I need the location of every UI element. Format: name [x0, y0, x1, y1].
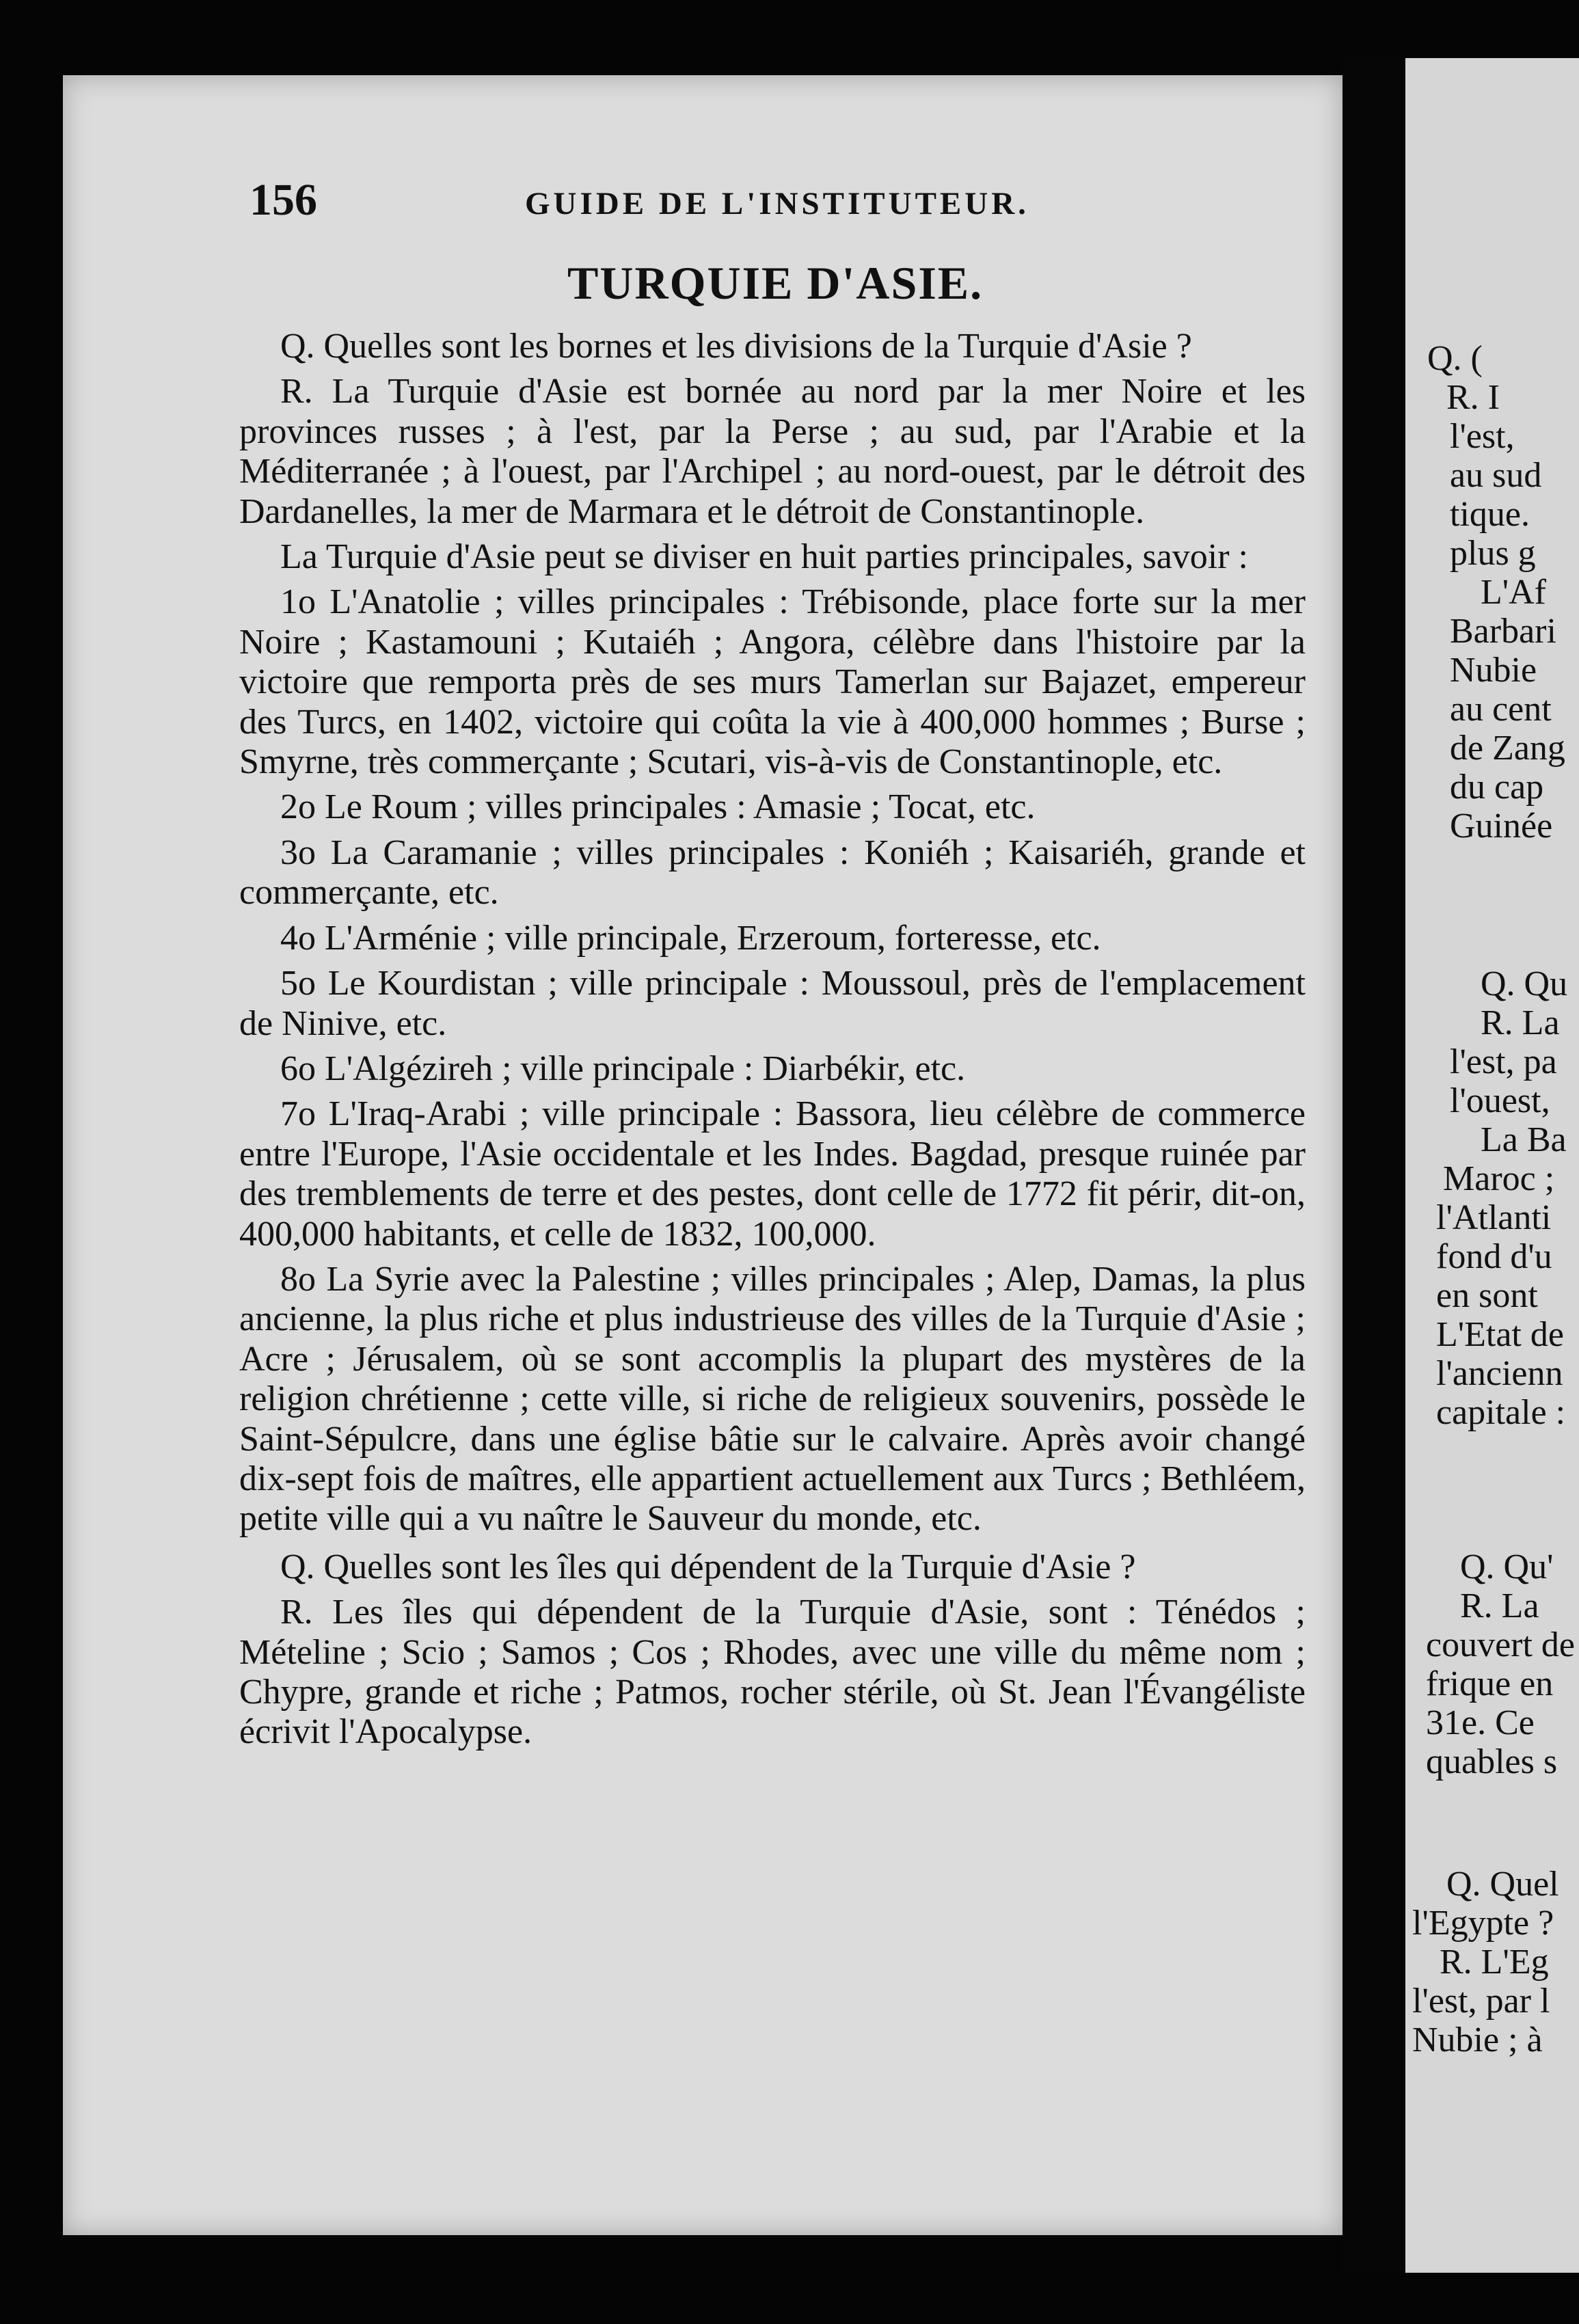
right-page-line: 31e. Ce: [1426, 1703, 1535, 1742]
right-page-line: capitale :: [1436, 1393, 1566, 1432]
right-page-line: R. L'Eg: [1440, 1943, 1549, 1982]
right-page-line: fond d'u: [1436, 1237, 1552, 1276]
body-text: [239, 327, 1306, 1758]
right-page-line: R. I: [1446, 378, 1500, 417]
right-page-line: L'Etat de: [1436, 1315, 1564, 1354]
right-page-line: l'ouest,: [1450, 1081, 1550, 1120]
list-item-paragraph: 2o Le Roum ; villes principales : Amasie ; Tocat, etc.: [280, 787, 1036, 827]
right-page-line: l'Egypte ?: [1412, 1904, 1554, 1943]
list-item-paragraph: 4o L'Arménie ; ville principale, Erzeroum, forteresse, etc.: [280, 918, 1101, 958]
page-number: 156: [249, 175, 317, 225]
right-page-line: R. La: [1460, 1586, 1539, 1625]
right-page-line: du cap: [1450, 768, 1544, 807]
list-item-paragraph: 8o La Syrie avec la Palestine ; villes principales ; Alep, Damas, la plus ancienne, la plus riche et plus industrieuse des villes de la Turquie d'Asie ; Acre ; Jérusalem, où se sont accomplis la plupart des mystères de la religion chrétienne ; cette ville, si riche de religieux souvenirs, possède le Saint-Sépulcre, dans une église bâtie sur le calvaire. Après avoir changé dix-sept fois de maîtres, elle appartient actuellement aux Turcs ; Bethléem, petite ville qui a vu naître le Sauveur du monde, etc.: [239, 1259, 1306, 1539]
right-page-line: l'ancienn: [1436, 1354, 1563, 1393]
right-page-line: R. La: [1481, 1003, 1560, 1042]
right-page-line: Guinée: [1450, 807, 1553, 846]
right-page-line: Q. Qu: [1481, 964, 1568, 1003]
answer-paragraph: R. Les îles qui dépendent de la Turquie d'Asie, sont : Ténédos ; Mételine ; Scio ; Samos ; Cos ; Rhodes, avec une ville du même nom ; Chypre, grande et riche ; Patmos, rocher stérile, où St. Jean l'Évangéliste écrivit l'Apocalypse.: [239, 1593, 1306, 1752]
right-page-line: de Zang: [1450, 729, 1565, 768]
right-page-line: au cent: [1450, 690, 1552, 729]
right-page-line: La Ba: [1481, 1120, 1567, 1159]
question-paragraph: Q. Quelles sont les îles qui dépendent de la Turquie d'Asie ?: [280, 1547, 1136, 1586]
right-page-line: l'est, pa: [1450, 1042, 1557, 1081]
right-page-line: Q. Qu': [1460, 1548, 1554, 1586]
right-page-line: quables s: [1426, 1742, 1558, 1781]
right-page-line: l'est,: [1450, 417, 1515, 456]
right-page-line: couvert de: [1426, 1625, 1576, 1664]
running-head: [249, 174, 1309, 225]
question-paragraph: Q. Quelles sont les bornes et les divisions de la Turquie d'Asie ?: [280, 327, 1192, 366]
right-page-line: frique en: [1426, 1664, 1554, 1703]
right-page-line: plus g: [1450, 534, 1536, 573]
list-item-paragraph: 5o Le Kourdistan ; ville principale : Moussoul, près de l'emplacement de Ninive, etc.: [239, 964, 1306, 1043]
running-title: GUIDE DE L'INSTITUTEUR.: [525, 186, 1029, 221]
right-page-line: l'Atlanti: [1436, 1198, 1552, 1237]
right-page-line: Maroc ;: [1443, 1159, 1555, 1198]
answer-paragraph: R. La Turquie d'Asie est bornée au nord par la mer Noire et les provinces russes ; à l'est, par la Perse ; au sud, par l'Arabie et la Méditerranée ; à l'ouest, par l'Archipel ; au nord-ouest, par le détroit des Dardanelles, la mer de Marmara et le détroit de Constantinople.: [239, 372, 1306, 531]
body-paragraph: La Turquie d'Asie peut se diviser en huit parties principales, savoir :: [280, 537, 1248, 577]
list-item-paragraph: 6o L'Algézireh ; ville principale : Diarbékir, etc.: [280, 1049, 966, 1088]
list-item-paragraph: 1o L'Anatolie ; villes principales : Trébisonde, place forte sur la mer Noire ; Kastamouni ; Kutaiéh ; Angora, célèbre dans l'histoire par la victoire que remporta près de ses murs Tamerlan sur Bajazet, empereur des Turcs, en 1402, victoire qui coûta la vie à 400,000 hommes ; Burse ; Smyrne, très commerçante ; Scutari, vis-à-vis de Constantinople, etc.: [239, 582, 1306, 782]
right-page-line: au sud: [1450, 456, 1542, 495]
list-item-paragraph: 7o L'Iraq-Arabi ; ville principale : Bassora, lieu célèbre de commerce entre l'Europe, l'Asie occidentale et les Indes. Bagdad, presque ruinée par des tremblements de terre et des pestes, dont celle de 1772 fit périr, dit-on, 400,000 habitants, et celle de 1832, 100,000.: [239, 1094, 1306, 1254]
page-gutter: [1342, 58, 1405, 2273]
list-item-paragraph: 3o La Caramanie ; villes principales : Koniéh ; Kaisariéh, grande et commerçante, etc.: [239, 833, 1306, 913]
book-page-right-fragment: [1405, 58, 1579, 2273]
right-page-line: Nubie ; à: [1412, 2021, 1543, 2059]
right-page-line: Q. Quel: [1446, 1865, 1559, 1904]
right-page-line: en sont: [1436, 1276, 1538, 1315]
right-page-line: Barbari: [1450, 612, 1556, 651]
right-page-line: Q. (: [1427, 339, 1483, 378]
right-page-line: tique.: [1450, 495, 1530, 534]
section-title: TURQUIE D'ASIE.: [567, 257, 984, 309]
right-page-line: Nubie: [1450, 651, 1537, 690]
right-page-line: l'est, par l: [1412, 1982, 1550, 2021]
right-page-line: L'Af: [1481, 573, 1547, 612]
